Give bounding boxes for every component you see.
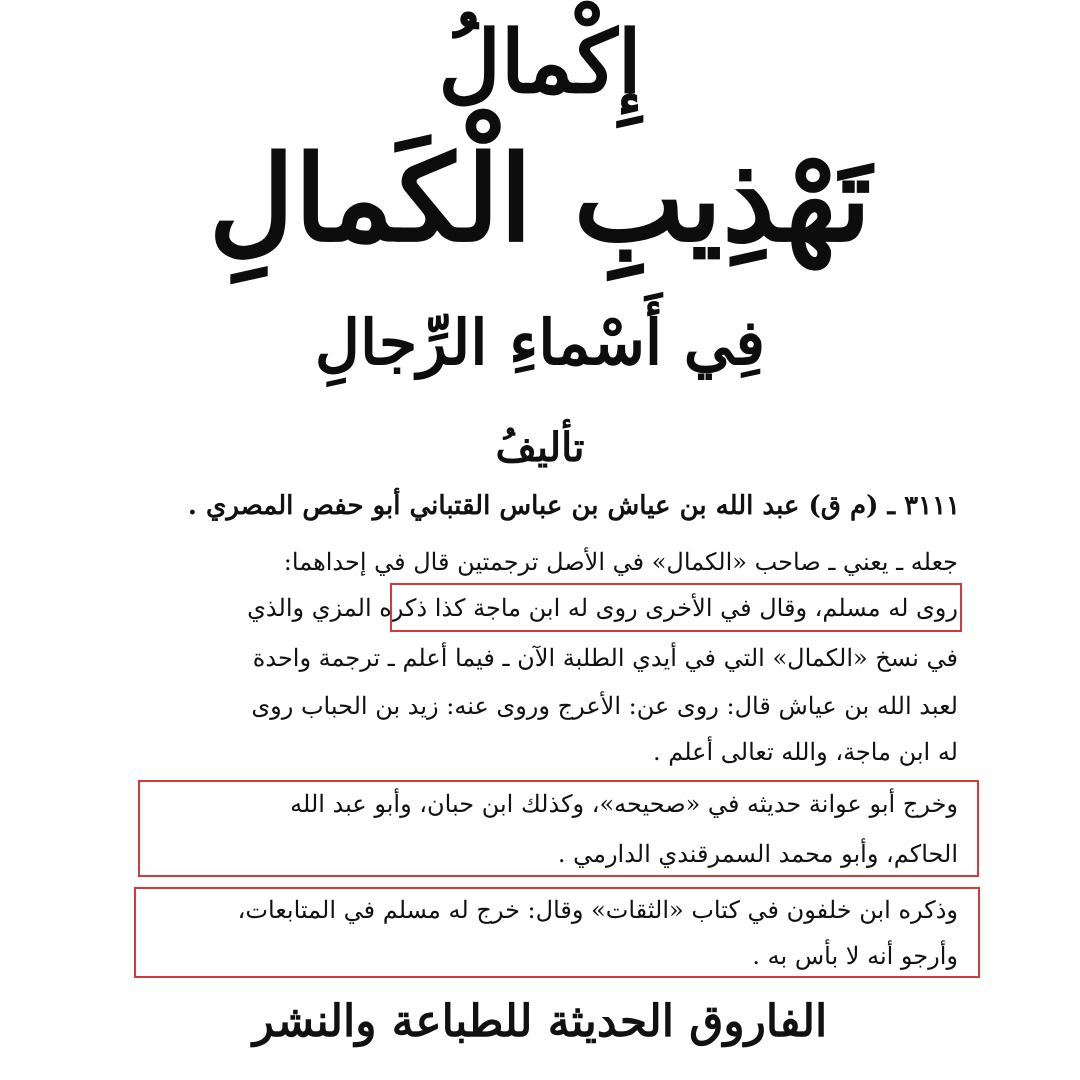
paragraph-1-line-1: جعله ـ يعني ـ صاحب «الكمال» في الأصل ترجمتين قال في إحداهما:: [283, 548, 958, 576]
highlight-box-abu-awana: [138, 780, 979, 877]
highlight-box-ibn-khalfun: [134, 887, 980, 978]
paragraph-2-line-2: الحاكم، وأبو محمد السمرقندي الدارمي .: [557, 840, 958, 868]
entry-heading: ٣١١١ ـ (م ق) عبد الله بن عياش بن عباس القتباني أبو حفص المصري .: [187, 491, 960, 521]
paragraph-1-line-4: لعبد الله بن عياش قال: روى عن: الأعرج وروى عنه: زيد بن الحباب روى: [251, 692, 958, 720]
title-line-2: تَهْذِيبِ الْكَمالِ: [208, 129, 872, 268]
paragraph-1-line-2: روى له مسلم، وقال في الأخرى روى له ابن ماجة كذا ذكره المزي والذي: [247, 594, 958, 622]
paragraph-1-line-5: له ابن ماجة، والله تعالى أعلم .: [653, 738, 958, 766]
title-line-1: إِكْمالُ: [438, 12, 642, 113]
paragraph-1-line-3: في نسخ «الكمال» التي في أيدي الطلبة الآن ـ فيما أعلم ـ ترجمة واحدة: [252, 644, 958, 672]
publisher-logo: الفاروق الحديثة للطباعة والنشر: [252, 996, 828, 1047]
title-line-3: فِي أَسْماءِ الرِّجالِ: [314, 306, 766, 379]
paragraph-3-line-1: وذكره ابن خلفون في كتاب «الثقات» وقال: خرج له مسلم في المتابعات،: [237, 896, 958, 924]
paragraph-3-line-2: وأرجو أنه لا بأس به .: [752, 942, 958, 970]
author-heading: تأليفُ: [495, 424, 585, 471]
highlight-box-ibn-majah: [390, 583, 962, 632]
paragraph-2-line-1: وخرج أبو عوانة حديثه في «صحيحه»، وكذلك ابن حبان، وأبو عبد الله: [290, 790, 958, 818]
